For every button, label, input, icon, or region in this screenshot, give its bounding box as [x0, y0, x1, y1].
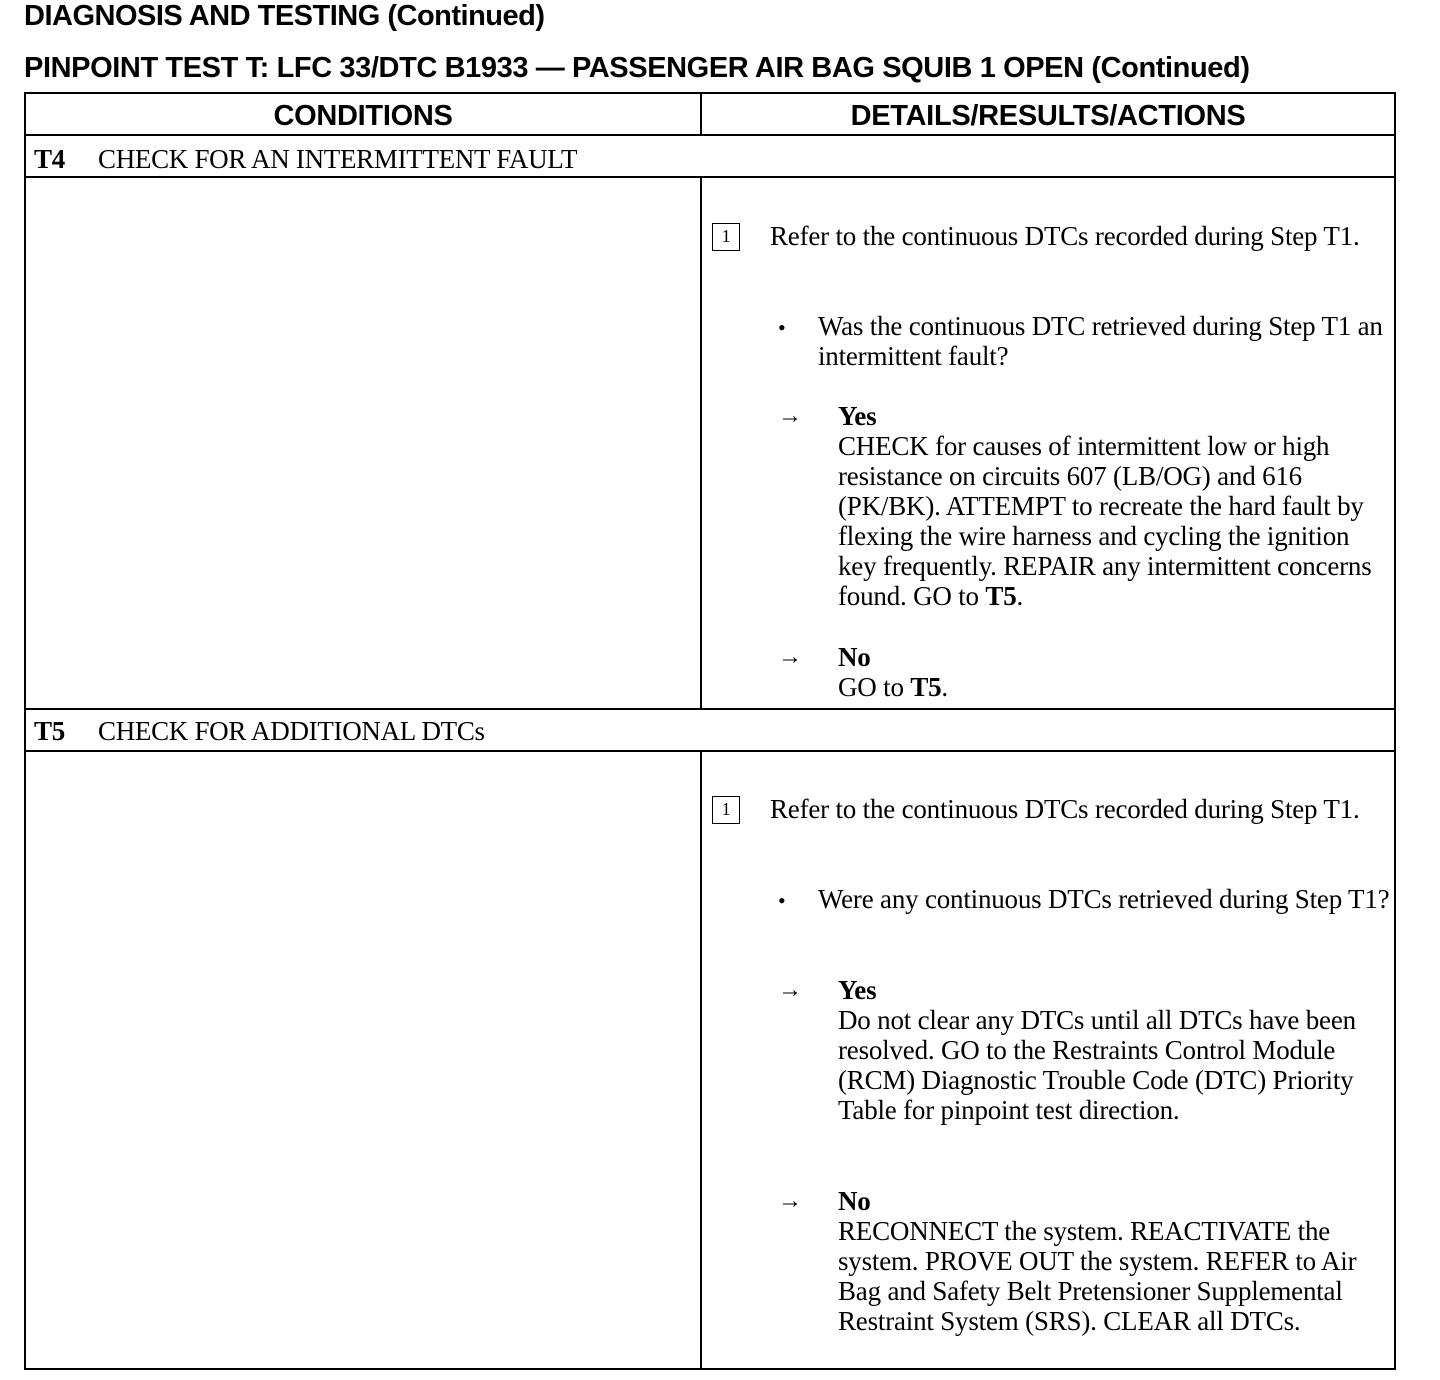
step-title-text: CHECK FOR AN INTERMITTENT FAULT	[98, 144, 578, 174]
right-arrow-icon: →	[778, 1188, 802, 1214]
action-text: Refer to the continuous DTCs recorded during Step T1.	[770, 794, 1360, 824]
details-column-header: DETAILS/RESULTS/ACTIONS	[850, 100, 1246, 132]
action-text: Refer to the continuous DTCs recorded during Step T1.	[770, 221, 1360, 251]
no-text-end: .	[941, 672, 948, 702]
yes-text: CHECK for causes of intermittent low or high resistance on circuits 607 (LB/OG) and 616 (PK/BK). ATTEMPT to recreate the hard fault by flexing the wire harness and cycling the ignition key frequently. REPAIR any intermittent concerns found. GO to	[838, 431, 1372, 611]
goto-step-link[interactable]: T5	[910, 672, 942, 702]
question-text: Was the continuous DTC retrieved during Step T1 an intermittent fault?	[818, 311, 1383, 371]
step-t4-title	[34, 144, 577, 175]
no-answer	[838, 1186, 1394, 1336]
yes-label: Yes	[838, 401, 877, 431]
step-id: T5	[34, 716, 65, 746]
right-arrow-icon: →	[778, 644, 802, 670]
pinpoint-test-title: PINPOINT TEST T: LFC 33/DTC B1933 — PASSENGER AIR BAG SQUIB 1 OPEN (Continued)	[24, 52, 1250, 84]
step-t4-details	[712, 176, 1392, 706]
column-divider	[700, 750, 702, 1368]
step-id: T4	[34, 144, 65, 174]
yes-label: Yes	[838, 975, 877, 1005]
yes-text-end: .	[1016, 581, 1024, 611]
right-arrow-icon: →	[778, 977, 802, 1003]
divider	[26, 708, 1394, 710]
no-text: RECONNECT the system. REACTIVATE the system. PROVE OUT the system. REFER to Air Bag and Safety Belt Pretensioner Supplemental Restraint System (SRS). CLEAR all DTCs.	[838, 1216, 1357, 1336]
right-arrow-icon: →	[778, 403, 802, 429]
no-label: No	[838, 642, 871, 672]
no-text: GO to	[838, 672, 911, 702]
step-t5-title	[34, 716, 485, 747]
pinpoint-test-table	[24, 92, 1396, 1370]
no-label: No	[838, 1186, 871, 1216]
yes-answer	[838, 975, 1394, 1125]
column-divider	[700, 176, 702, 708]
yes-answer	[838, 401, 1394, 611]
column-divider	[700, 94, 702, 134]
step-t5-details	[712, 750, 1392, 1366]
bullet-icon: •	[778, 315, 786, 340]
goto-step-link[interactable]: T5	[985, 581, 1017, 611]
question-text: Were any continuous DTCs retrieved during Step T1?	[818, 884, 1390, 914]
page-header: DIAGNOSIS AND TESTING (Continued)	[24, 0, 545, 32]
conditions-column-header: CONDITIONS	[273, 100, 453, 132]
step-number-box: 1	[712, 796, 740, 824]
yes-text: Do not clear any DTCs until all DTCs have been resolved. GO to the Restraints Control Module (RCM) Diagnostic Trouble Code (DTC) Priority Table for pinpoint test direction.	[838, 1005, 1356, 1125]
step-number-box: 1	[712, 223, 740, 251]
step-title-text: CHECK FOR ADDITIONAL DTCs	[98, 716, 485, 746]
bullet-icon: •	[778, 888, 786, 913]
divider	[26, 134, 1394, 136]
no-answer	[838, 642, 1394, 702]
